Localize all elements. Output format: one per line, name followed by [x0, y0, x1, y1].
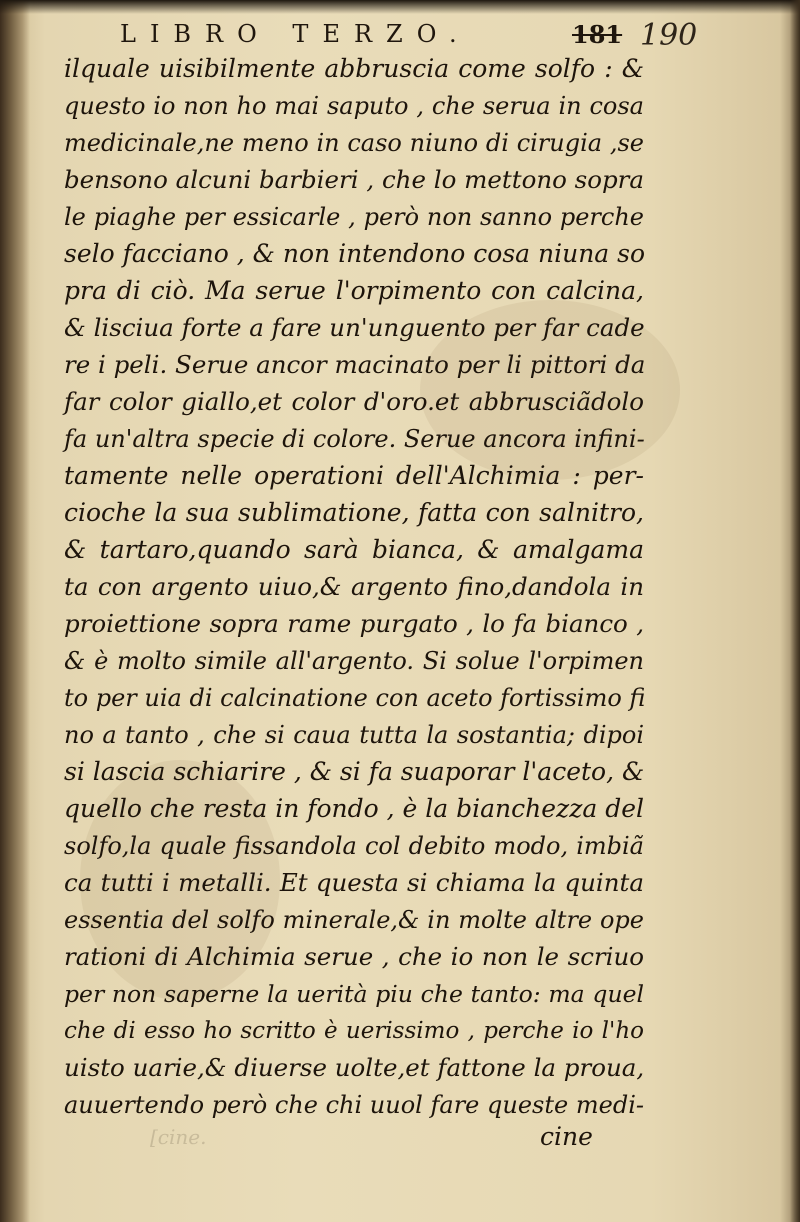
text-line: to per uia di calcinatione con aceto fortissimo fi: [64, 684, 646, 712]
text-line: medicinale,ne meno in caso niuno di cirugia ,se: [64, 129, 644, 157]
text-line: quello che resta in fondo , è la bianchezza del: [64, 794, 645, 823]
text-line: uisto uarie,& diuerse uolte,et fattone la proua,: [64, 1053, 645, 1082]
text-line: che di esso ho scritto è uerissimo , perche io l'ho: [64, 1018, 644, 1044]
text-line: cioche la sua sublimatione, fatta con salnitro,: [64, 498, 644, 527]
text-line: & lisciua forte a fare un'unguento per far cade: [64, 313, 645, 342]
text-line: re i peli. Serue ancor macinato per li pittori da: [64, 350, 646, 379]
printed-page-number: 181: [572, 20, 623, 49]
text-line: far color giallo,et color d'oro.et abbrusciãdolo: [64, 387, 644, 416]
text-line: proiettione sopra rame purgato , lo fa bianco ,: [64, 609, 644, 638]
text-line: le piaghe per essicarle , però non sanno perche: [64, 203, 644, 231]
text-line: questo io non ho mai saputo , che serua in cosa: [64, 92, 644, 120]
text-line: rationi di Alchimia serue , che io non le scriuo: [64, 942, 644, 971]
text-line: bensono alcuni barbieri , che lo mettono sopra: [64, 165, 644, 194]
book-binding-shadow: [0, 0, 30, 1222]
text-line: selo facciano , & non intendono cosa niuna so: [64, 239, 646, 268]
right-edge-shadow: [790, 0, 800, 1222]
text-line: ilquale uisibilmente abbruscia come solfo : &: [64, 54, 644, 83]
text-line: auuertendo però che chi uuol fare queste medi-: [64, 1091, 644, 1119]
text-line: & tartaro,quando sarà bianca, & amalgama: [64, 535, 644, 564]
handwritten-page-number: 190: [640, 18, 698, 53]
text-line: per non saperne la uerità piu che tanto: ma quel: [64, 980, 644, 1008]
text-line: ta con argento uiuo,& argento fino,dandola in: [64, 572, 644, 601]
faint-margin-text: [cine.: [150, 1125, 207, 1149]
text-line: pra di ciò. Ma serue l'orpimento con calcina,: [64, 276, 644, 305]
text-line: no a tanto , che si caua tutta la sostantia; dipoi: [64, 721, 644, 749]
text-line: ca tutti i metalli. Et questa si chiama la quinta: [64, 868, 644, 897]
running-head: LIBRO TERZO.: [120, 20, 471, 48]
text-line: essentia del solfo minerale,& in molte altre ope: [64, 906, 644, 934]
text-line: fa un'altra specie di colore. Serue ancora infini-: [64, 425, 645, 453]
top-edge-shadow: [0, 0, 800, 14]
catchword: cine: [540, 1122, 593, 1151]
text-line: solfo,la quale fissandola col debito modo, imbiã: [64, 832, 644, 860]
text-line: tamente nelle operationi dell'Alchimia : per-: [64, 461, 644, 490]
text-line: si lascia schiarire , & si fa suaporar l'aceto, &: [64, 757, 645, 786]
text-line: & è molto simile all'argento. Si solue l'orpimen: [64, 647, 644, 675]
